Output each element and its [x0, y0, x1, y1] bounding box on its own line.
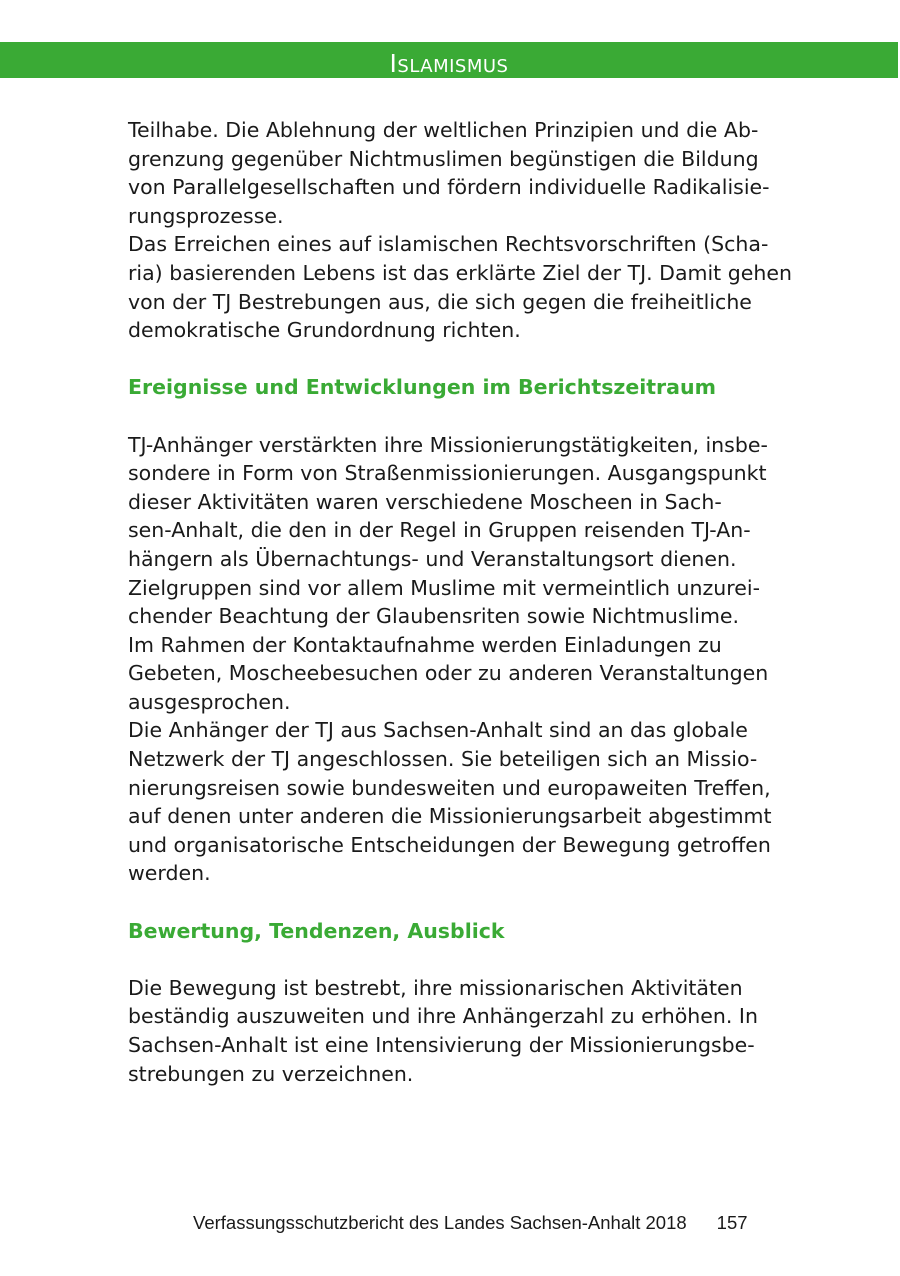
- text-line: ausgesprochen.: [128, 689, 291, 714]
- text-line: Im Rahmen der Kontaktaufnahme werden Einladungen zu: [128, 632, 722, 657]
- page-number: 157: [716, 1212, 748, 1233]
- text-line: rungsprozesse.: [128, 203, 284, 228]
- text-line: sen-Anhalt, die den in der Regel in Gruppen reisenden TJ-An-: [128, 518, 751, 543]
- text-line: Sachsen-Anhalt ist eine Intensivierung der Missionierungsbe-: [128, 1033, 755, 1057]
- text-line: dieser Aktivitäten waren verschiedene Moscheen in Sach-: [128, 489, 722, 514]
- spacer: [128, 888, 778, 917]
- text-line: hängern als Übernachtungs- und Veranstaltungsort dienen.: [128, 546, 737, 571]
- text-line: von Parallelgesellschaften und fördern individuelle Radikalisie-: [128, 175, 770, 200]
- text-line: Das Erreichen eines auf islamischen Rechtsvorschriften (Scha-: [128, 232, 769, 257]
- text-line: nierungsreisen sowie bundesweiten und europaweiten Treffen,: [128, 775, 771, 800]
- text-line: werden.: [128, 861, 211, 886]
- text-line: TJ-Anhänger verstärkten ihre Missionierungstätigkeiten, insbe-: [128, 432, 768, 457]
- text-line: grenzung gegenüber Nichtmuslimen begünstigen die Bildung: [128, 146, 759, 171]
- assessment-paragraph: [128, 974, 778, 1088]
- spacer: [128, 402, 778, 431]
- text-line: Netzwerk der TJ angeschlossen. Sie beteiligen sich an Missio-: [128, 747, 758, 772]
- text-line: Gebeten, Moscheebesuchen oder zu anderen Veranstaltungen: [128, 661, 769, 686]
- text-line: chender Beachtung der Glaubensriten sowie Nichtmuslime.: [128, 604, 740, 629]
- text-line: beständig auszuweiten und ihre Anhängerzahl zu erhöhen. In: [128, 1004, 758, 1029]
- chapter-title: Islamismus: [389, 49, 509, 78]
- text-line: auf denen unter anderen die Missionierungsarbeit abgestimmt: [128, 804, 772, 829]
- text-line: Die Anhänger der TJ aus Sachsen-Anhalt sind an das globale: [128, 718, 748, 743]
- page-footer: [193, 1212, 748, 1234]
- footer-report-title: Verfassungsschutzbericht des Landes Sachsen-Anhalt 2018: [193, 1212, 687, 1233]
- page-body: [128, 116, 792, 1088]
- text-line: ria) basierenden Lebens ist das erklärte Ziel der TJ. Damit gehen: [128, 260, 792, 285]
- spacer: [128, 345, 778, 374]
- text-line: und organisatorische Entscheidungen der Bewegung getroffen: [128, 832, 771, 857]
- text-line: sondere in Form von Straßenmissionierungen. Ausgangspunkt: [128, 461, 767, 486]
- text-line: Teilhabe. Die Ablehnung der weltlichen Prinzipien und die Ab-: [128, 118, 759, 142]
- text-line: strebungen zu verzeichnen.: [128, 1061, 414, 1086]
- chapter-header-bar: [0, 42, 898, 78]
- text-line: Die Bewegung ist bestrebt, ihre missionarischen Aktivitäten: [128, 975, 743, 1000]
- section-heading-events: Ereignisse und Entwicklungen im Berichtszeitraum: [128, 375, 716, 400]
- text-line: demokratische Grundordnung richten.: [128, 318, 521, 343]
- events-paragraph: [128, 431, 778, 889]
- text-line: Zielgruppen sind vor allem Muslime mit vermeintlich unzurei-: [128, 575, 760, 600]
- intro-paragraph: [128, 116, 792, 345]
- text-line: von der TJ Bestrebungen aus, die sich gegen die freiheitliche: [128, 289, 752, 314]
- section-heading-assessment: Bewertung, Tendenzen, Ausblick: [128, 918, 505, 943]
- spacer: [128, 945, 778, 974]
